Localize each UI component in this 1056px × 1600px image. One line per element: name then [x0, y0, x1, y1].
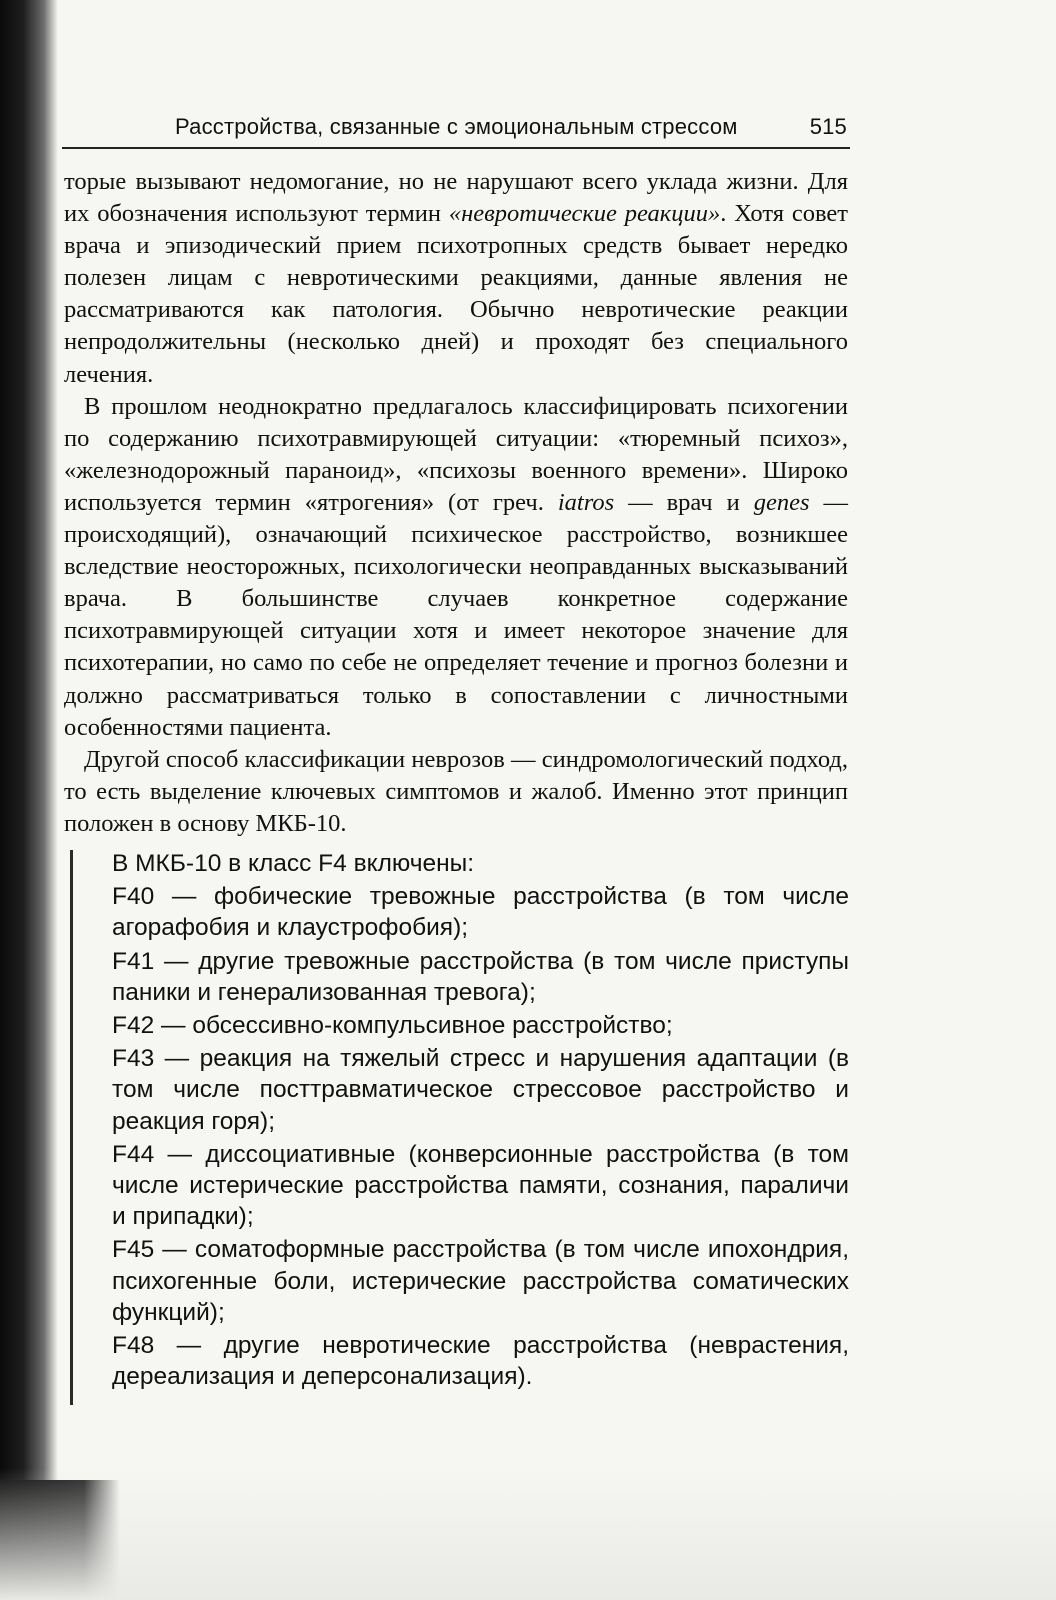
paragraph-2-text: В прошлом неоднократно предлагалось классифицировать психогении по содержанию психотравмирующей ситуации: «тюремный психоз», «железнодорожный параноид», «психозы военного времени». Широко используется термин «ятрогения» (от греч. [64, 392, 848, 516]
paragraph-1-text-end: . Хотя совет врача и эпизодический прием психотропных средств бывает нередко полезен лицам с невротическими реакциями, данные явления не рассматриваются как патология. Обычно невротические реакции непродолжительны (несколько дней) и проходят без специального лечения. [64, 200, 848, 388]
paragraph-2 [64, 391, 848, 744]
paragraph-2-text-mid: — врач и [614, 488, 754, 516]
page-number: 515 [809, 114, 847, 139]
binding-shadow [0, 0, 58, 1600]
running-header-title: Расстройства, связанные с эмоциональным стрессом [175, 114, 738, 139]
icd-item-f44: F44 — диссоциативные (конверсионные расстройства (в том числе истерические расстройства памяти, сознания, параличи и припадки); [112, 1140, 849, 1231]
page-bottom-shade [0, 1468, 1056, 1600]
paragraph-2-text-end: — происходящий), означающий психическое расстройство, возникшее вследствие неосторожных, психологически неоправданных высказываний врача. В большинстве случаев конкретное содержание психотравмирующей ситуации хотя и имеет некоторое значение для психотерапии, но само по себе не определяет течение и прогноз болезни и должно рассматриваться только в сопоставлении с личностными особенностями пациента. [64, 488, 848, 741]
icd-item-f40: F40 — фобические тревожные расстройства (в том числе агорафобия и клаустрофобия); [112, 883, 849, 942]
icd-item-f48: F48 — другие невротические расстройства (неврастения, дереализация и деперсонализация). [112, 1332, 849, 1391]
running-header [175, 114, 847, 140]
icd-f4-box [112, 848, 849, 1394]
icd-item-f43: F43 — реакция на тяжелый стресс и нарушения адаптации (в том числе посттравматическое стрессовое расстройство и реакция горя); [112, 1045, 849, 1135]
paragraph-3: Другой способ классификации неврозов — синдромологический подход, то есть выделение ключевых симптомов и жалоб. Именно этот принцип положен в основу МКБ-10. [64, 745, 848, 837]
term-neurotic-reactions: «невротические реакции» [448, 200, 721, 228]
term-iatros: iatros [557, 488, 615, 516]
icd-item-f42: F42 — обсессивно-компульсивное расстройство; [112, 1012, 673, 1040]
header-rule [62, 147, 850, 149]
box-side-rule [70, 850, 73, 1405]
body-text [64, 166, 848, 840]
paragraph-1-text: торые вызывают недомогание, но не нарушают всего уклада жизни. Для их обозначения используют термин [64, 168, 848, 228]
paragraph-1 [64, 166, 848, 391]
icd-box-intro: В МКБ-10 в класс F4 включены: [112, 850, 475, 877]
icd-item-f45: F45 — соматоформные расстройства (в том числе ипохондрия, психогенные боли, истерические расстройства соматических функций); [112, 1236, 849, 1326]
term-genes: genes [753, 488, 810, 516]
icd-item-f41: F41 — другие тревожные расстройства (в том числе приступы паники и генерализованная тревога); [112, 947, 849, 1006]
